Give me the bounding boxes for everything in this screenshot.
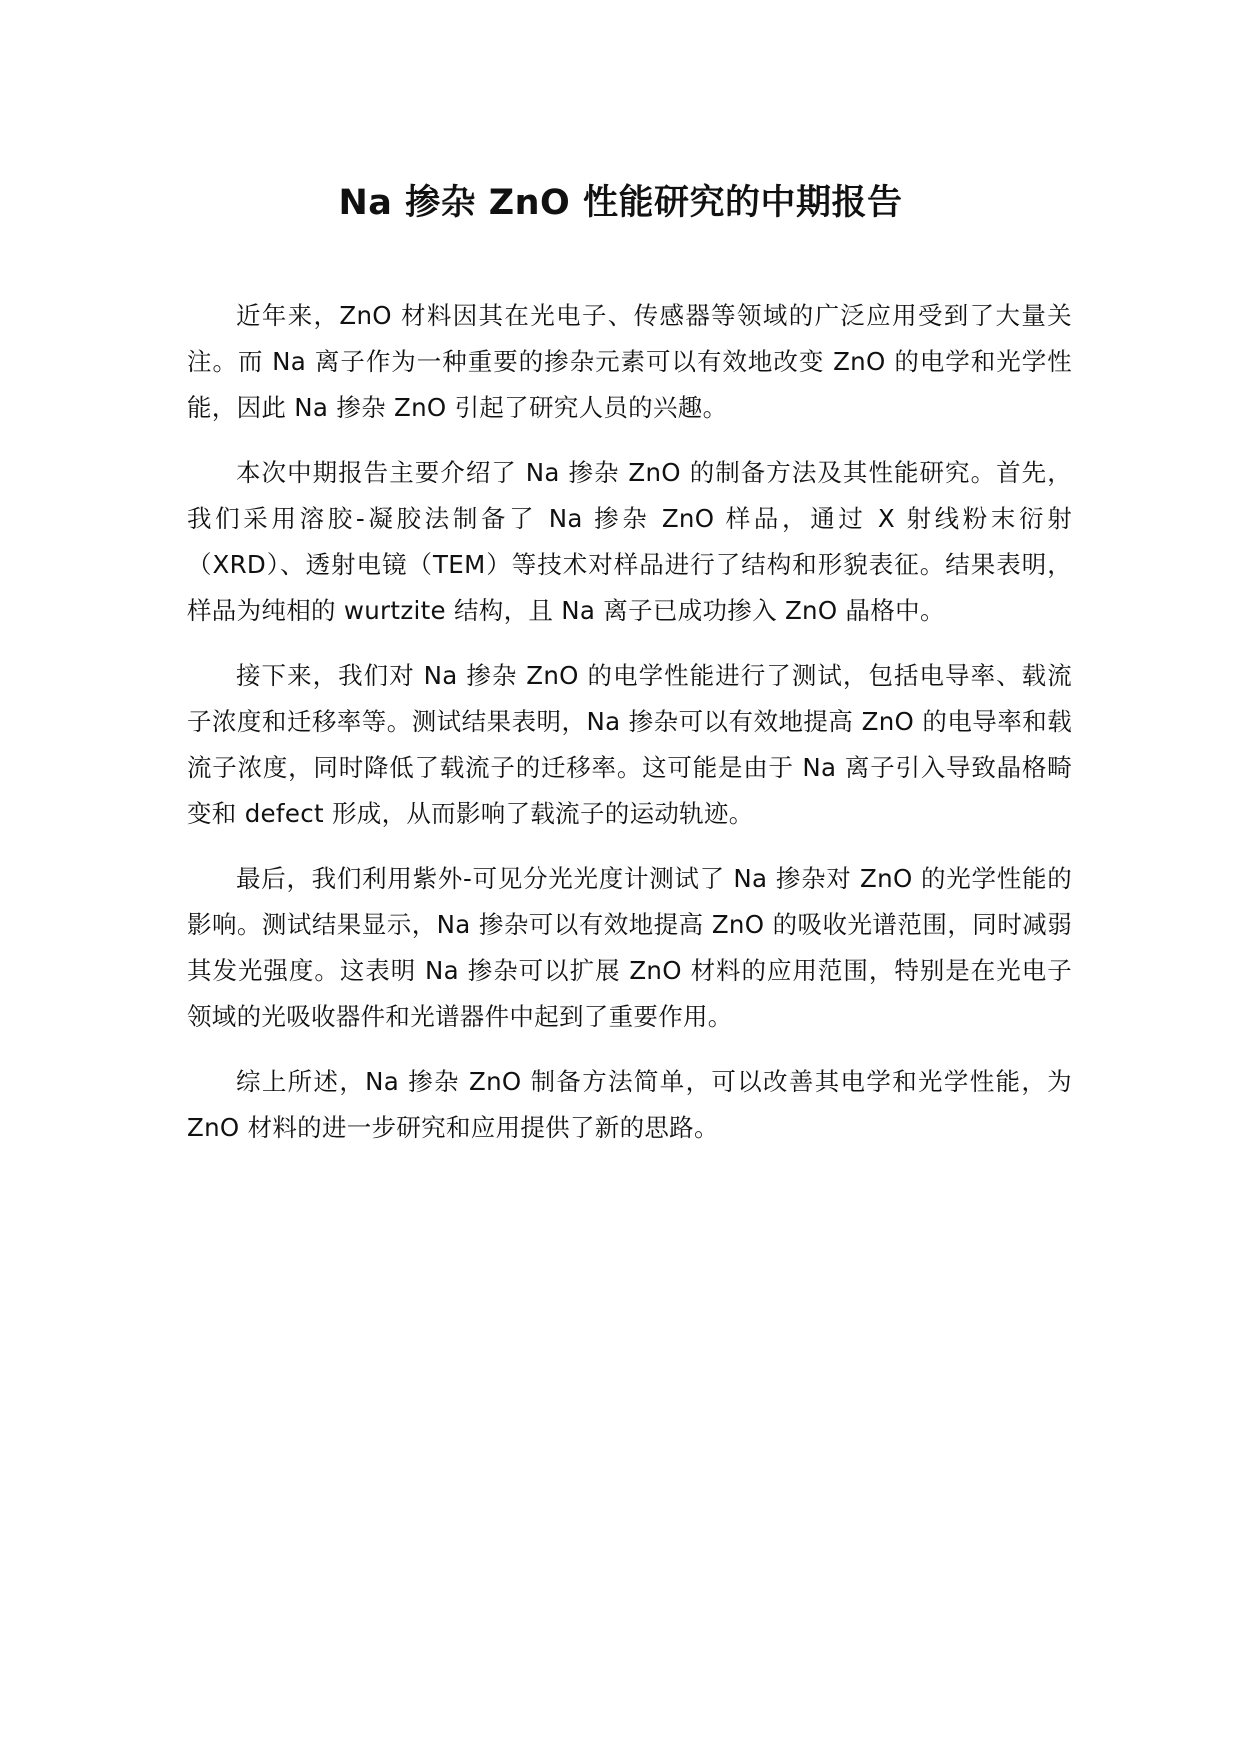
paragraph-intro: 近年来，ZnO 材料因其在光电子、传感器等领域的广泛应用受到了大量关注。而 Na 离子作为一种重要的掺杂元素可以有效地改变 ZnO 的电学和光学性能，因此 Na 掺杂 ZnO 引起了研究人员的兴趣。 (187, 301, 1072, 422)
document-body (187, 293, 1072, 1170)
paragraph-preparation: 本次中期报告主要介绍了 Na 掺杂 ZnO 的制备方法及其性能研究。首先，我们采用溶胶-凝胶法制备了 Na 掺杂 ZnO 样品，通过 X 射线粉末衍射（XRD）、透射电镜（TEM）等技术对样品进行了结构和形貌表征。结果表明，样品为纯相的 wurtzite 结构，且 Na 离子已成功掺入 ZnO 晶格中。 (187, 458, 1072, 625)
paragraph-electrical: 接下来，我们对 Na 掺杂 ZnO 的电学性能进行了测试，包括电导率、载流子浓度和迁移率等。测试结果表明，Na 掺杂可以有效地提高 ZnO 的电导率和载流子浓度，同时降低了载流子的迁移率。这可能是由于 Na 离子引入导致晶格畸变和 defect 形成，从而影响了载流子的运动轨迹。 (187, 661, 1072, 828)
document-title: Na 掺杂 ZnO 性能研究的中期报告 (338, 183, 903, 223)
paragraph-optical: 最后，我们利用紫外-可见分光光度计测试了 Na 掺杂对 ZnO 的光学性能的影响。测试结果显示，Na 掺杂可以有效地提高 ZnO 的吸收光谱范围，同时减弱其发光强度。这表明 Na 掺杂可以扩展 ZnO 材料的应用范围，特别是在光电子领域的光吸收器件和光谱器件中起到了重要作用。 (187, 864, 1072, 1031)
paragraph-conclusion: 综上所述，Na 掺杂 ZnO 制备方法简单，可以改善其电学和光学性能，为 ZnO 材料的进一步研究和应用提供了新的思路。 (187, 1067, 1072, 1142)
